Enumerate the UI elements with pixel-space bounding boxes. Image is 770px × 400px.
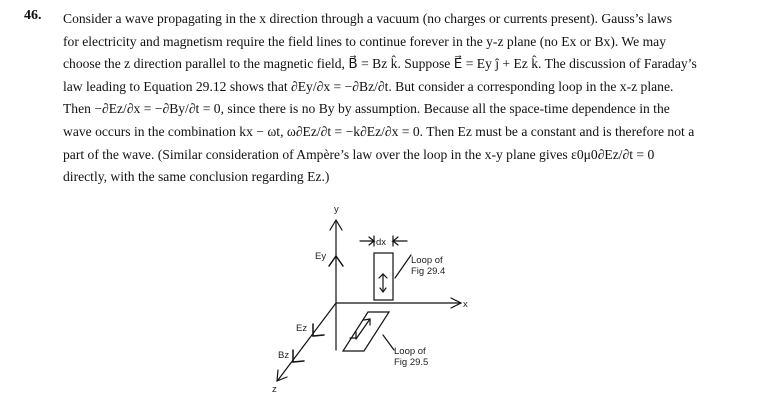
dx-arrow-left [360,237,374,241]
text-line-2: for electricity and magnetism require the field lines to continue forever in the y-z plane (no Ex or Bx). We may [63,33,666,49]
text-line-1: Consider a wave propagating in the x direction through a vacuum (no charges or currents present). Gauss’s laws [63,11,673,26]
text-line-6: wave occurs in the combination kx − ωt, ω∂Ez/∂t = −k∂Ez/∂x = 0. Then Ez must be a constant and is therefore not a [63,123,695,139]
loop-1-label-line-1: Loop of [411,255,443,266]
dx-label: dx [376,237,387,248]
text-line-5: Then −∂Ez/∂x = −∂By/∂t = 0, since there is no By by assumption. Because all the space-time dependence in the [63,101,670,117]
text-line-7: part of the wave. (Similar consideration of Ampère’s law over the loop in the x-y plane gives ε0μ0∂Ez/∂t = 0 [63,146,655,162]
text-line-3: choose the z direction parallel to the magnetic field, B⃗ = Bz k̂. Suppose E⃗ = Ey ĵ + Ez k̂. The discussion of Faraday’s [63,56,697,72]
loop-2-label-line-1: Loop of [394,346,426,357]
axes-figure [250,200,490,400]
z-axis [278,303,336,380]
x-axis-label: x [463,299,468,310]
dx-arrow-left-tail [369,241,374,245]
loop-1-leader [395,255,411,278]
loop-2-label-line-2: Fig 29.5 [394,357,429,368]
problem-number: 46. [24,8,42,23]
loop-fig-29-5 [343,312,389,351]
bz-label: Bz [278,350,290,361]
dx-arrow-right-tail [393,241,398,245]
text-line-4: law leading to Equation 29.12 shows that ∂Ey/∂x = −∂Bz/∂t. But consider a corresponding loop in the x-z plane. [63,78,674,94]
loop-2-leader [383,335,394,350]
problem-text [63,8,753,189]
loop-29-5-arrow-shaft [356,319,370,339]
ey-label: Ey [315,251,327,262]
loop-1-label-line-2: Fig 29.4 [411,266,446,277]
z-axis-label: z [272,384,277,395]
ez-label: Ez [296,323,308,334]
text-line-8: directly, with the same conclusion regarding Ez.) [63,169,330,185]
y-axis-label: y [334,204,339,215]
dx-arrow-right [393,237,407,241]
